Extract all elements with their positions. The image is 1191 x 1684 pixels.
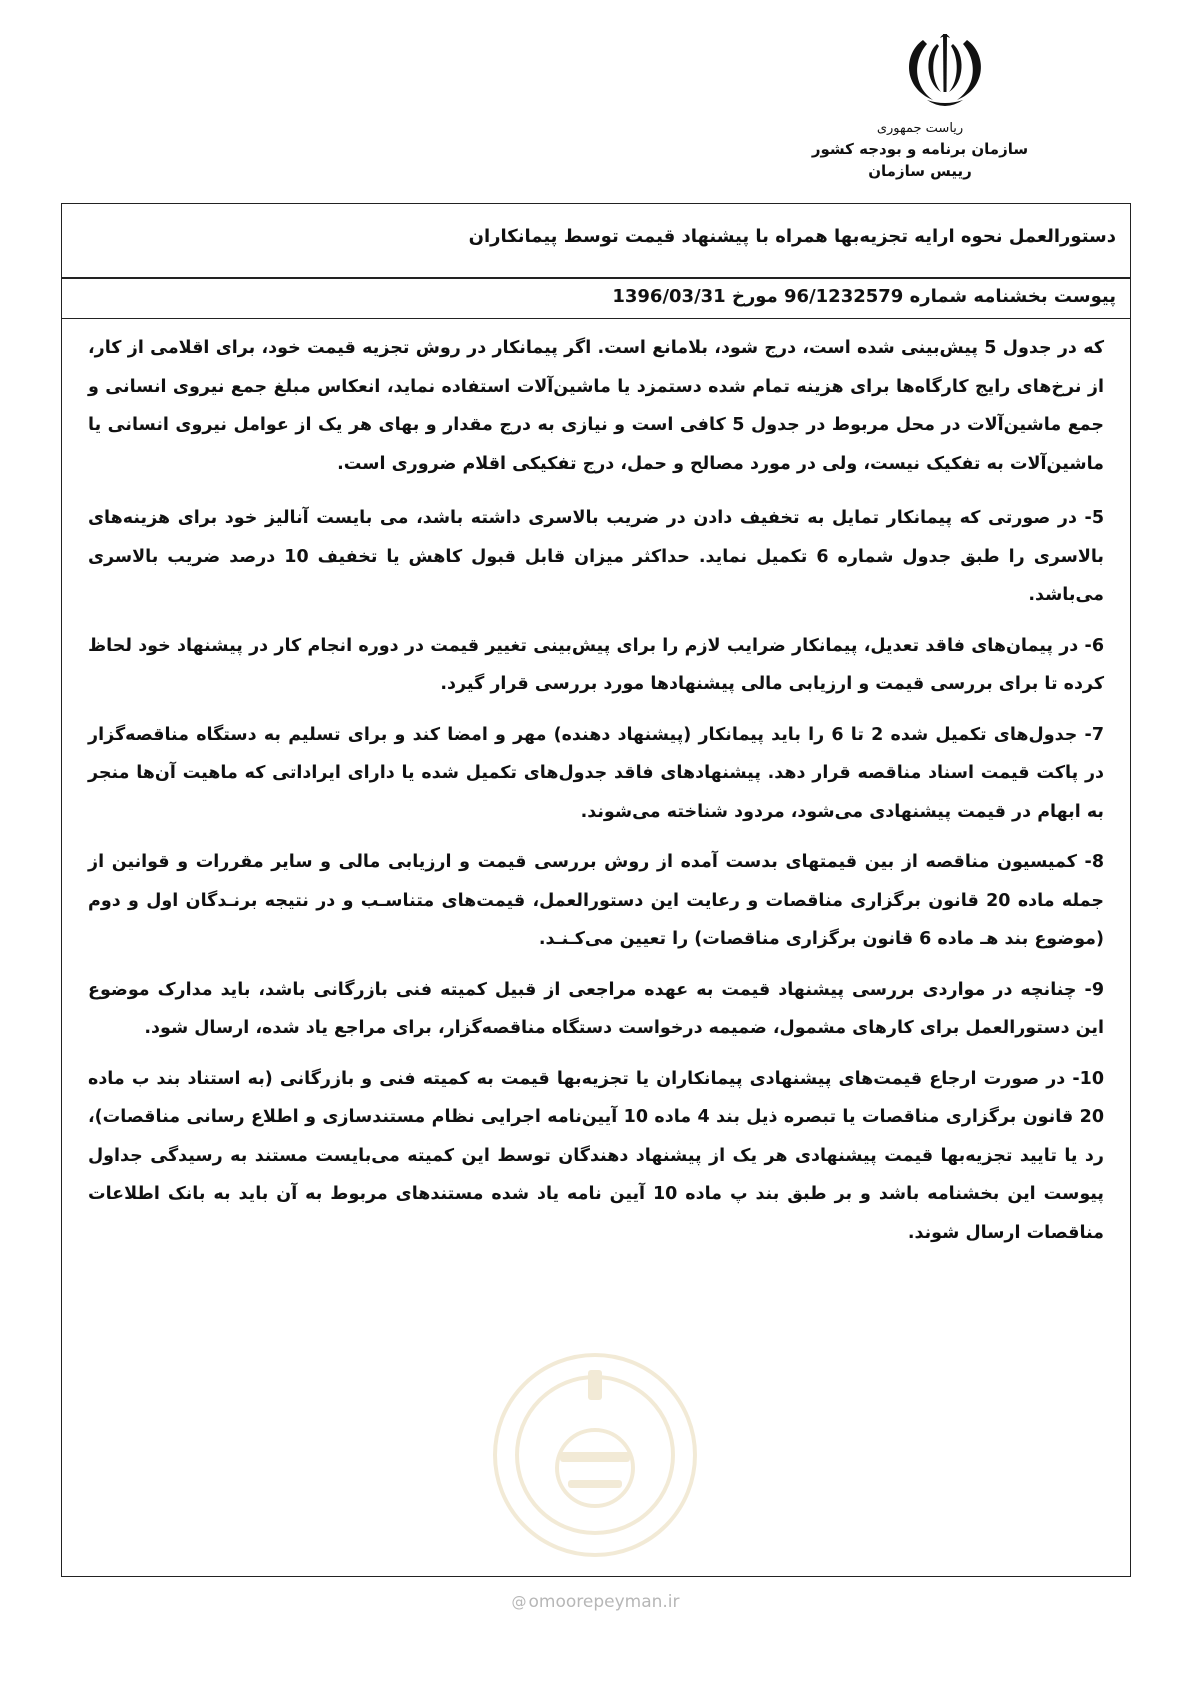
circular-reference: پیوست بخشنامه شماره 96/1232579 مورخ 1396/03/31 [612, 286, 1116, 307]
paragraph-item-8: 8- کمیسیون مناقصه از بین قیمتهای بدست آمده از روش بررسی قیمت و ارزیابی مالی و سایر مقررات و قوانین از جمله ماده 20 قانون برگزاری مناقصات و رعایت این دستورالعمل، قیمت‌های متناسـب و در نتیجه برنـدگان اول و دوم (موضوع بند هـ ماده 6 قانون برگزاری مناقصات) را تعیین می‌کـنـد. [88, 852, 1104, 949]
document-title-box [61, 203, 1131, 278]
omoorepeyman-seal-icon [480, 1340, 710, 1570]
paragraph-item-6: 6- در پیمان‌های فاقد تعدیل، پیمانکار ضرایب لازم را برای پیش‌بینی تغییر قیمت در دوره انجام کار در پیشنهاد خود لحاظ کرده تا برای بررسی قیمت و ارزیابی مالی پیشنهادها مورد بررسی قرار گیرد. [88, 635, 1104, 694]
paragraph-item-5: 5- در صورتی که پیمانکار تمایل به تخفیف دادن در ضریب بالاسری داشته باشد، می بایست آنالیز خود برای هزینه‌های بالاسری را طبق جدول شماره 6 تکمیل نماید. حداکثر میزان قابل قبول کاهش یا تخفیف 10 درصد ضریب بالاسری می‌باشد. [88, 508, 1104, 605]
paragraph-item-10: 10- در صورت ارجاع قیمت‌های پیشنهادی پیمانکاران یا تجزیه‌بها قیمت به کمیته فنی و بازرگانی (به استناد بند ب ماده 20 قانون برگزاری مناقصات یا تبصره ذیل بند 4 ماده 10 آیین‌نامه اجرایی نظام مستندسازی و اطلاع رسانی مناقصات)، رد یا تایید تجزیه‌بها قیمت پیشنهادی هر یک از پیشنهاد دهندگان توسط این کمیته می‌بایست مستند به رسیدگی جداول پیوست این بخشنامه باشد و بر طبق بند پ ماده 10 آیین نامه یاد شده مستندهای مربوط به آن باید به بانک اطلاعات مناقصات ارسال شوند. [88, 1068, 1105, 1243]
document-title: دستورالعمل نحوه ارایه تجزیه‌بها همراه با پیشنهاد قیمت توسط پیمانکاران [468, 226, 1116, 247]
org-line-head: رییس سازمان [868, 161, 972, 180]
iran-emblem-icon [893, 30, 997, 115]
paragraph-continuation: که در جدول 5 پیش‌بینی شده است، درج شود، بلامانع است. اگر پیمانکار در روش تجزیه قیمت خود، برای اقلامی از کار، از نرخ‌های رایج کارگاه‌ها برای هزینه تمام شده دستمزد یا ماشین‌آلات استفاده نماید، انعکاس مبلغ جمع نیروی انسانی و جمع ماشین‌آلات در محل مربوط در جدول 5 کافی است و نیازی به درج مقدار و بهای هر یک از عوامل نیروی انسانی یا ماشین‌آلات به تفکیک نیست، ولی در مورد مصالح و حمل، درج تفکیکی اقلام ضروری است. [88, 338, 1105, 474]
paragraph-item-9: 9- چنانچه در مواردی بررسی پیشنهاد قیمت به عهده مراجعی از قبیل کمیته فنی بازرگانی باشد، باید مدارک موضوع این دستورالعمل برای کارهای مشمول، ضمیمه درخواست دستگاه مناقصه‌گزار، برای مراجع یاد شده، ارسال شود. [88, 979, 1104, 1038]
paragraph-item-7: 7- جدول‌های تکمیل شده 2 تا 6 را باید پیمانکار (پیشنهاد دهنده) مهر و امضا کند و برای تسلیم به دستگاه مناقصه‌گزار در پاکت قیمت اسناد مناقصه قرار دهد. پیشنهادهای فاقد جدول‌های تکمیل شده یا دارای ایراداتی که ماهیت آن‌ها منجر به ابهام در قیمت پیشنهادی می‌شود، مردود شناخته می‌شوند. [88, 724, 1104, 822]
at-icon: @ [511, 1593, 527, 1611]
footer-url-text: omoorepeyman.ir [528, 1592, 680, 1612]
footer-website [0, 1592, 1191, 1612]
org-line-organization: سازمان برنامه و بودجه کشور [811, 139, 1029, 158]
organization-header [780, 120, 1060, 182]
circular-reference-box [61, 278, 1131, 319]
org-line-presidency: ریاست جمهوری [876, 121, 964, 136]
